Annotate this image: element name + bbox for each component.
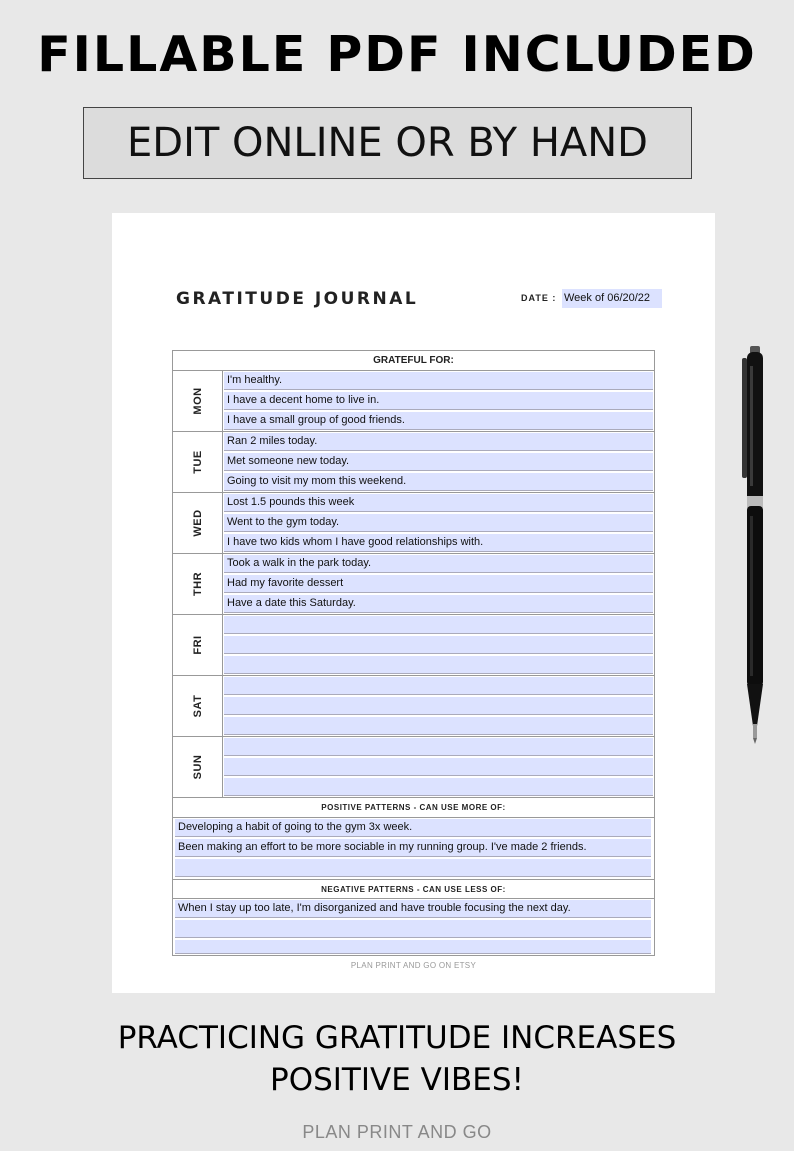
tagline-line-1: PRACTICING GRATITUDE INCREASES <box>117 1020 677 1056</box>
day-label-sat: SAT <box>173 676 223 736</box>
tagline <box>0 1017 794 1101</box>
date-field[interactable]: Week of 06/20/22 <box>562 289 662 308</box>
day-block-thr <box>173 554 654 615</box>
day-block-mon <box>173 371 654 432</box>
positive-header: POSITIVE PATTERNS - CAN USE MORE OF: <box>173 798 654 818</box>
day-label-sun: SUN <box>173 737 223 797</box>
day-label-fri: FRI <box>173 615 223 675</box>
day-block-sat <box>173 676 654 737</box>
journal-page <box>112 213 715 993</box>
tue-line-2[interactable]: Met someone new today. <box>224 453 653 471</box>
tue-line-3[interactable]: Going to visit my mom this weekend. <box>224 473 653 491</box>
fri-line-2[interactable] <box>224 636 653 654</box>
wed-line-3[interactable]: I have two kids whom I have good relationships with. <box>224 534 653 552</box>
day-label-wed: WED <box>173 493 223 553</box>
day-block-tue <box>173 432 654 493</box>
date-label: DATE : <box>521 293 557 303</box>
negative-header: NEGATIVE PATTERNS - CAN USE LESS OF: <box>173 879 654 899</box>
fri-line-1[interactable] <box>224 616 653 634</box>
grateful-header: GRATEFUL FOR: <box>173 351 654 371</box>
sat-line-3[interactable] <box>224 717 653 735</box>
pen-icon <box>738 346 770 746</box>
sun-line-2[interactable] <box>224 758 653 776</box>
subheadline-box <box>83 107 692 179</box>
mon-line-3[interactable]: I have a small group of good friends. <box>224 412 653 430</box>
day-block-fri <box>173 615 654 676</box>
positive-line-2[interactable]: Been making an effort to be more sociable in my running group. I've made 2 friends. <box>175 839 651 857</box>
day-label-mon: MON <box>173 371 223 431</box>
day-label-thr: THR <box>173 554 223 614</box>
tue-line-1[interactable]: Ran 2 miles today. <box>224 433 653 451</box>
mon-line-2[interactable]: I have a decent home to live in. <box>224 392 653 410</box>
subheadline: EDIT ONLINE OR BY HAND <box>127 120 648 166</box>
brand-name: PLAN PRINT AND GO <box>302 1122 492 1142</box>
day-block-wed <box>173 493 654 554</box>
fri-line-3[interactable] <box>224 656 653 674</box>
positive-line-1[interactable]: Developing a habit of going to the gym 3x week. <box>175 819 651 837</box>
thr-line-3[interactable]: Have a date this Saturday. <box>224 595 653 613</box>
journal-table <box>172 350 655 956</box>
tagline-line-2: POSITIVE VIBES! <box>270 1062 524 1098</box>
day-block-sun <box>173 737 654 798</box>
negative-line-2[interactable] <box>175 920 651 938</box>
negative-line-3[interactable] <box>175 940 651 954</box>
journal-title: GRATITUDE JOURNAL <box>176 289 419 309</box>
sat-line-1[interactable] <box>224 677 653 695</box>
wed-line-1[interactable]: Lost 1.5 pounds this week <box>224 494 653 512</box>
sun-line-1[interactable] <box>224 738 653 756</box>
sat-line-2[interactable] <box>224 697 653 715</box>
sun-line-3[interactable] <box>224 778 653 796</box>
mon-line-1[interactable]: I'm healthy. <box>224 372 653 390</box>
headline: FILLABLE PDF INCLUDED <box>37 26 757 83</box>
day-label-tue: TUE <box>173 432 223 492</box>
thr-line-2[interactable]: Had my favorite dessert <box>224 575 653 593</box>
positive-line-3[interactable] <box>175 859 651 877</box>
wed-line-2[interactable]: Went to the gym today. <box>224 514 653 532</box>
journal-footer: PLAN PRINT AND GO ON ETSY <box>350 961 477 970</box>
thr-line-1[interactable]: Took a walk in the park today. <box>224 555 653 573</box>
negative-line-1[interactable]: When I stay up too late, I'm disorganized and have trouble focusing the next day. <box>175 900 651 918</box>
